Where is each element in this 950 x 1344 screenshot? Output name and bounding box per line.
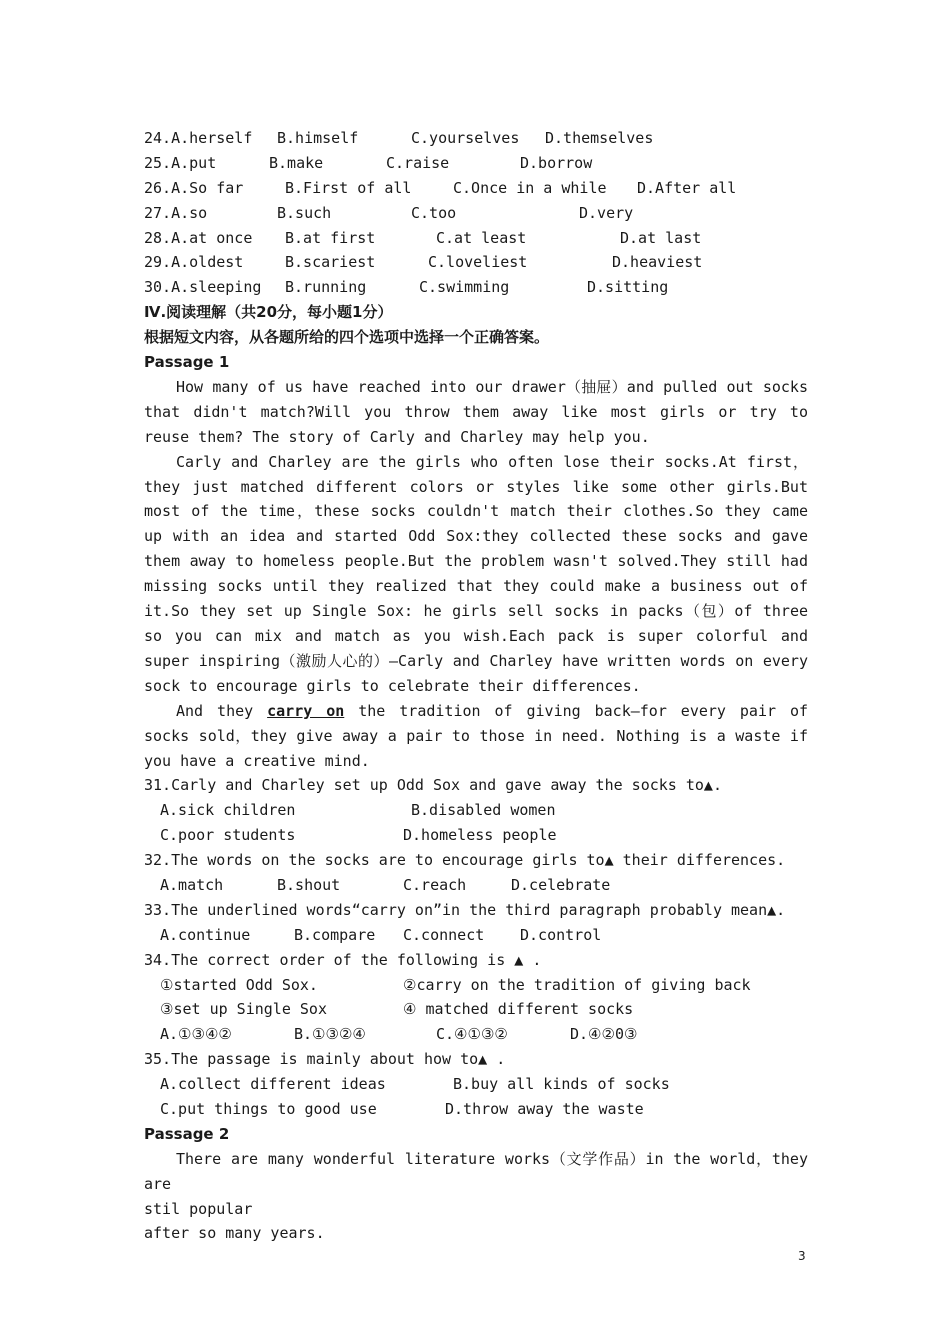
option-b: B.scariest	[285, 253, 376, 272]
q35-options-row-1	[144, 1072, 808, 1097]
option-row-30	[144, 275, 808, 300]
q34-statement-4: ④ matched different socks	[403, 1000, 634, 1019]
q34-option-c: C.④①③②	[436, 1025, 508, 1044]
passage2-line-2: stil popular	[144, 1199, 253, 1218]
option-a: 24.A.herself	[144, 129, 253, 147]
q33-option-d: D.control	[520, 925, 602, 944]
option-d: D.themselves	[545, 129, 654, 147]
passage2-line-3: after so many years.	[144, 1224, 325, 1243]
option-c: C.raise	[386, 153, 450, 172]
option-d: D.After all	[637, 178, 737, 197]
p3-after: the tradition of giving back—for every pair of socks sold，they give away a pair to those in need. Nothing is a waste if you have a creative mind.	[144, 701, 809, 770]
option-c: C.at least	[436, 228, 527, 247]
option-b: B.running	[285, 278, 367, 297]
q34-statement-1: ①started Odd Sox.	[160, 975, 318, 994]
underlined-phrase: carry on	[267, 701, 345, 720]
passage1-paragraph-1: How many of us have reached into our drawer（抽屉）and pulled out socks that didn't match?Will you throw them away like most girls or try to reuse them? The story of Carly and Charley may help you.	[144, 377, 808, 446]
question-34: 34.The correct order of the following is ▲ .	[144, 950, 542, 969]
p3-before: And they	[176, 701, 268, 720]
option-d: D.borrow	[520, 153, 593, 172]
option-c: C.too	[411, 203, 457, 222]
document-page	[144, 126, 808, 1246]
option-a: 26.A.So far	[144, 178, 244, 197]
option-c: C.Once in a while	[453, 178, 607, 197]
q34-option-a: A.①③④②	[160, 1025, 232, 1044]
option-row-25	[144, 151, 808, 176]
q34-statement-2: ②carry on the tradition of giving back	[403, 975, 751, 994]
section-title: Ⅳ.阅读理解（共20分，每小题1分）	[144, 303, 393, 322]
q34-statements-row-2	[144, 997, 808, 1022]
q31-option-a: A.sick children	[160, 801, 296, 820]
option-a: 30.A.sleeping	[144, 278, 262, 297]
q33-option-c: C.connect	[403, 925, 485, 944]
passage2-line-1: There are many wonderful literature works（文学作品）in the world，they are	[144, 1149, 808, 1193]
q31-options-row-2	[144, 823, 808, 848]
question-33: 33.The underlined words“carry on”in the third paragraph probably mean▲.	[144, 900, 786, 919]
option-d: D.heaviest	[612, 253, 703, 272]
q33-option-b: B.compare	[294, 925, 376, 944]
option-d: D.at last	[620, 228, 702, 247]
q32-option-b: B.shout	[277, 875, 341, 894]
q32-option-c: C.reach	[403, 875, 467, 894]
option-c: C.yourselves	[411, 129, 520, 147]
question-35: 35.The passage is mainly about how to▲ .	[144, 1050, 506, 1069]
q32-option-d: D.celebrate	[511, 875, 611, 894]
option-a: 29.A.oldest	[144, 253, 244, 272]
q31-option-c: C.poor students	[160, 826, 296, 845]
q32-options-row	[144, 873, 808, 898]
q32-option-a: A.match	[160, 875, 224, 894]
page-number: 3	[798, 1249, 806, 1263]
option-b: B.make	[269, 153, 324, 172]
option-row-27	[144, 201, 808, 226]
option-a: 28.A.at once	[144, 228, 253, 247]
q34-options-row	[144, 1022, 808, 1047]
option-c: C.swimming	[419, 278, 510, 297]
q35-options-row-2	[144, 1097, 808, 1122]
option-row-29	[144, 250, 808, 275]
option-b: B.First of all	[285, 178, 412, 197]
q35-option-b: B.buy all kinds of socks	[453, 1075, 670, 1094]
passage1-paragraph-2: Carly and Charley are the girls who often lose their socks.At first，they just matched different colors or styles like some other girls.But most of the time，these socks couldn't match their clothes.So they came up with an idea and started Odd Sox:they collected these socks and gave them away to homeless people.But the problem wasn't solved.They still had missing socks until they realized that they could make a business out of it.So they set up Single Sox: he girls sell socks in packs（包）of three so you can mix and match as you wish.Each pack is super colorful and super inspiring（激励人心的）—Carly and Charley have written words on every sock to encourage girls to celebrate their differences.	[144, 452, 808, 695]
option-a: 25.A.put	[144, 153, 217, 172]
q35-option-d: D.throw away the waste	[445, 1099, 644, 1118]
option-row-24	[144, 126, 808, 151]
q34-option-d: D.④②0③	[570, 1025, 638, 1044]
option-d: D.very	[579, 203, 634, 222]
q34-statements-row-1	[144, 973, 808, 998]
q34-statement-3: ③set up Single Sox	[160, 1000, 327, 1019]
passage1-paragraph-3	[144, 699, 808, 774]
q31-option-b: B.disabled women	[411, 801, 556, 820]
passage1-title: Passage 1	[144, 353, 230, 372]
option-row-26	[144, 176, 808, 201]
question-31: 31.Carly and Charley set up Odd Sox and gave away the socks to▲.	[144, 776, 722, 795]
q35-option-a: A.collect different ideas	[160, 1075, 386, 1094]
option-c: C.loveliest	[428, 253, 528, 272]
q34-option-b: B.①③②④	[294, 1025, 366, 1044]
q33-options-row	[144, 923, 808, 948]
q31-options-row-1	[144, 798, 808, 823]
q31-option-d: D.homeless people	[403, 826, 557, 845]
section-instruction: 根据短文内容，从各题所给的四个选项中选择一个正确答案。	[144, 328, 550, 347]
passage2-title: Passage 2	[144, 1124, 230, 1143]
option-d: D.sitting	[587, 278, 669, 297]
question-32: 32.The words on the socks are to encourage girls to▲ their differences.	[144, 851, 786, 870]
option-b: B.at first	[285, 228, 376, 247]
q33-option-a: A.continue	[160, 925, 251, 944]
q35-option-c: C.put things to good use	[160, 1099, 377, 1118]
option-row-28	[144, 226, 808, 251]
option-b: B.such	[277, 203, 332, 222]
option-b: B.himself	[277, 129, 359, 147]
option-a: 27.A.so	[144, 203, 208, 222]
